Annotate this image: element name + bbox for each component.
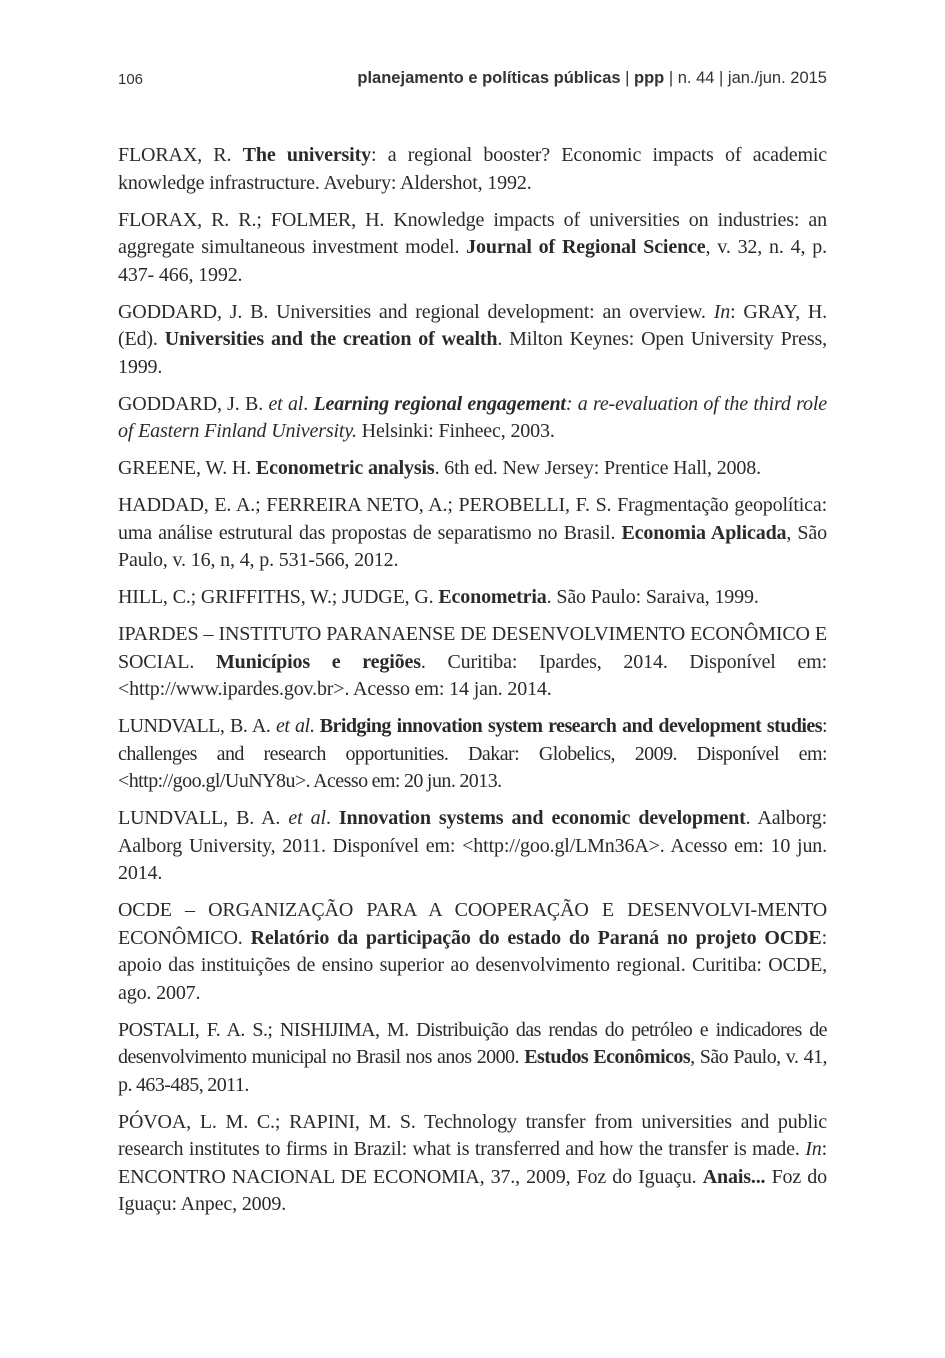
- reference-emphasis: et al: [276, 715, 310, 737]
- reference-text: FLORAX, R. R.; FOLMER, H. Knowledge impacts of universities on industries: an aggregate simultaneous investment model.: [118, 208, 827, 258]
- reference-text: . Aalborg: Aalborg University, 2011. Disponível em: <http://goo.gl/LMn36A>. Acesso em: 10 jun. 2014.: [118, 807, 827, 884]
- reference-text: : apoio das instituições de ensino superior ao desenvolvimento regional. Curitiba: OCDE, ago. 2007.: [118, 926, 828, 1004]
- header-separator: |: [714, 69, 728, 87]
- reference-text: GODDARD, J. B.: [118, 392, 269, 415]
- reference-text: .: [303, 392, 314, 415]
- reference-text: , São Paulo, v. 41, p. 463-485, 2011.: [118, 1046, 827, 1096]
- reference-entry: [118, 299, 827, 382]
- reference-emphasis: Universities and the creation of wealth: [164, 328, 498, 350]
- header-separator: |: [620, 69, 635, 87]
- reference-emphasis: Economia Aplicada: [621, 521, 787, 544]
- reference-entry: [118, 391, 827, 446]
- reference-entry: [118, 1017, 827, 1100]
- reference-emphasis: Anais...: [702, 1165, 766, 1188]
- reference-text: .: [309, 715, 320, 737]
- running-head: [357, 69, 827, 88]
- reference-text: IPARDES – INSTITUTO PARANAENSE DE DESENVOLVIMENTO ECONÔMICO E SOCIAL.: [118, 623, 827, 673]
- header-separator: |: [664, 69, 678, 87]
- reference-emphasis: Estudos Econômicos: [524, 1046, 691, 1068]
- reference-emphasis: Innovation systems and economic development: [338, 807, 746, 829]
- reference-text: HILL, C.; GRIFFITHS, W.; JUDGE, G.: [118, 586, 439, 608]
- reference-text: OCDE – ORGANIZAÇÃO PARA A COOPERAÇÃO E DESENVOLVI-MENTO ECONÔMICO.: [118, 899, 827, 949]
- reference-text: : a regional booster? Economic impacts of academic knowledge infrastructure. Avebury: Aldershot, 1992.: [118, 144, 827, 194]
- reference-entry: [118, 713, 827, 796]
- reference-text: . Curitiba: Ipardes, 2014. Disponível em: <http://www.ipardes.gov.br>. Acesso em: 14 jan. 2014.: [118, 650, 828, 700]
- reference-text: PÓVOA, L. M. C.; RAPINI, M. S. Technology transfer from universities and public research institutes to firms in Brazil: what is transferred and how the transfer is made.: [118, 1110, 827, 1160]
- reference-text: . Milton Keynes: Open University Press, 1999.: [118, 328, 827, 378]
- reference-text: GREENE, W. H.: [118, 457, 256, 479]
- page-number: 106: [118, 71, 144, 88]
- reference-entry: [118, 455, 827, 483]
- reference-list: [118, 142, 827, 1228]
- reference-text: Foz do Iguaçu: Anpec, 2009.: [118, 1165, 827, 1215]
- reference-entry: [118, 492, 827, 575]
- reference-emphasis: Relatório da participação do estado do Paraná no projeto OCDE: [250, 926, 822, 949]
- reference-text: : GRAY, H. (Ed).: [118, 300, 827, 350]
- reference-emphasis: Municípios e regiões: [215, 650, 421, 673]
- reference-emphasis: Bridging innovation system research and development studies: [319, 715, 822, 737]
- reference-emphasis: Econometria: [438, 586, 547, 608]
- reference-text: , v. 32, n. 4, p. 437- 466, 1992.: [118, 236, 827, 286]
- reference-emphasis: Learning regional engagement: [313, 392, 566, 415]
- reference-text: Helsinki: Finheec, 2003.: [356, 420, 555, 442]
- reference-emphasis: Econometric analysis: [255, 457, 435, 479]
- reference-emphasis: et al: [268, 392, 304, 415]
- reference-text: GODDARD, J. B. Universities and regional development: an overview.: [118, 300, 714, 323]
- reference-text: FLORAX, R.: [118, 144, 243, 166]
- reference-emphasis: In: [713, 300, 731, 323]
- reference-text: , São Paulo, v. 16, n, 4, p. 531-566, 2012.: [118, 521, 827, 571]
- reference-text: POSTALI, F. A. S.; NISHIJIMA, M. Distribuição das rendas do petróleo e indicadores de desenvolvimento municipal no Brasil nos anos 2000.: [118, 1018, 827, 1068]
- reference-emphasis: The university: [242, 144, 371, 166]
- reference-entry: [118, 621, 827, 704]
- reference-emphasis: : a re-evaluation of the third role of Eastern Finland University.: [118, 392, 827, 442]
- reference-emphasis: Journal of Regional Science: [466, 236, 706, 258]
- issue-date: jan./jun. 2015: [727, 69, 827, 87]
- reference-text: : ENCONTRO NACIONAL DE ECONOMIA, 37., 2009, Foz do Iguaçu.: [118, 1138, 827, 1188]
- reference-text: . São Paulo: Saraiva, 1999.: [546, 586, 759, 608]
- reference-text: .: [325, 807, 339, 829]
- reference-text: : challenges and research opportunities. Dakar: Globelics, 2009. Disponível em: <http://goo.gl/UuNY8u>. Acesso em: 20 jun. 2013.: [118, 715, 827, 792]
- reference-entry: [118, 142, 827, 197]
- journal-abbrev: ppp: [634, 69, 665, 87]
- reference-text: . 6th ed. New Jersey: Prentice Hall, 2008.: [434, 457, 761, 479]
- reference-entry: [118, 207, 827, 290]
- reference-text: LUNDVALL, B. A.: [118, 715, 276, 737]
- issue-number: n. 44: [677, 69, 715, 87]
- reference-text: HADDAD, E. A.; FERREIRA NETO, A.; PEROBELLI, F. S. Fragmentação geopolítica: uma análise estrutural das propostas de separatismo no Brasil.: [118, 494, 827, 544]
- reference-entry: [118, 1109, 827, 1219]
- reference-entry: [118, 805, 827, 888]
- reference-text: LUNDVALL, B. A.: [118, 807, 289, 829]
- reference-entry: [118, 897, 827, 1007]
- reference-emphasis: et al: [288, 807, 326, 829]
- reference-entry: [118, 584, 827, 612]
- journal-title: planejamento e políticas públicas: [357, 69, 621, 87]
- reference-emphasis: In: [805, 1138, 822, 1160]
